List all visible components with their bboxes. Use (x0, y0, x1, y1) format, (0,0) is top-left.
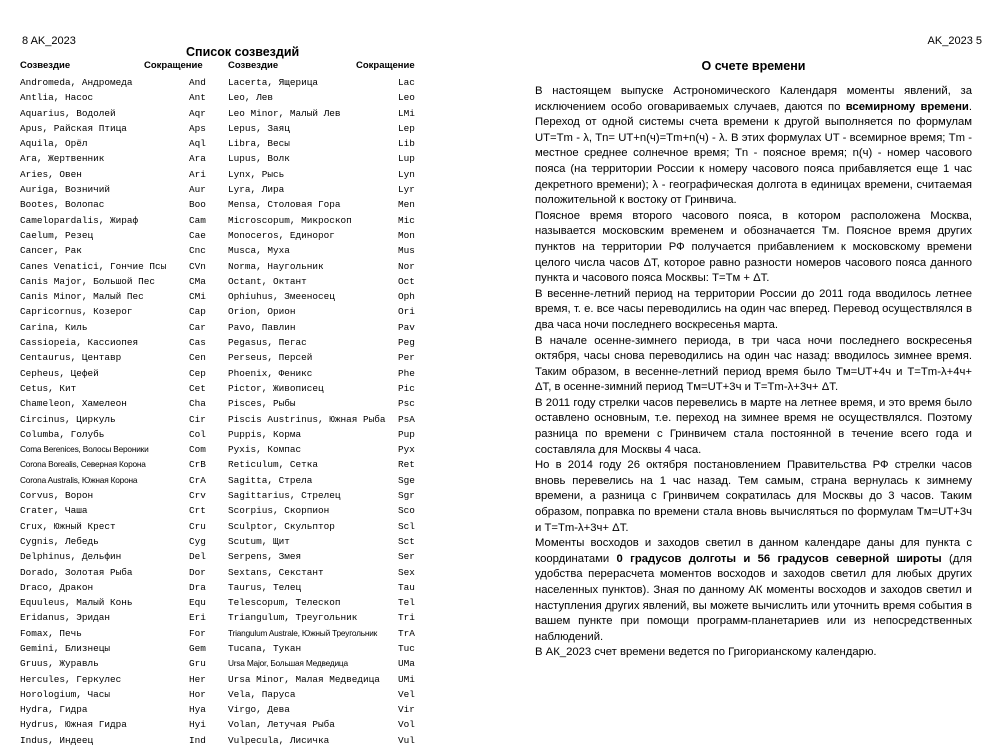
paragraph-6: Но в 2014 году 26 октября постановлением Правительства РФ стрелки часов вновь перевелись на 1 час назад. Тем самым, страна вернулась к зимнему времени, а разница с Гринвичем сократилась для Москвы до 3 часов. Таким образом, поправка по времени стала вновь вычисляться по формулам Tм=UT+3ч и T=Tm-λ+3ч+ ΔT. (535, 459, 972, 534)
constellation-abbr: Mon (398, 229, 415, 241)
constellation-name: Phoenix, Феникс (228, 367, 313, 379)
constellation-abbr: Lup (398, 153, 415, 165)
constellation-name: Ara, Жертвенник (20, 153, 105, 165)
constellation-name: Pavo, Павлин (228, 321, 296, 333)
table-row (20, 674, 430, 689)
table-row (20, 704, 430, 719)
table-row (20, 184, 430, 199)
constellation-name: Corona Borealis, Северная Корона (20, 459, 146, 470)
paragraph-3: В весенне-летний период на территории России до 2011 года вводилось летнее время, т. е. все часы переводились на один час вперед. Перевод осуществлялся в два часа ночи последнего воскресенья марта. (535, 287, 972, 331)
constellation-name: Ursa Major, Большая Медведица (228, 658, 348, 669)
constellation-abbr: Vul (398, 734, 415, 746)
constellation-abbr: Cas (189, 337, 206, 349)
constellation-abbr: Pav (398, 321, 415, 333)
right-page-header (928, 35, 982, 47)
constellation-name: Lepus, Заяц (228, 122, 290, 134)
constellation-name: Aquila, Орёл (20, 138, 88, 150)
constellation-name: Pyxis, Компас (228, 444, 302, 456)
constellation-name: Cygnis, Лебедь (20, 535, 99, 547)
constellation-name: Vela, Паруса (228, 688, 296, 700)
table-row (20, 689, 430, 704)
table-row (20, 92, 430, 107)
constellation-abbr: Sex (398, 566, 415, 578)
constellation-name: Chameleon, Хамелеон (20, 398, 127, 410)
constellation-name: Canis Minor, Малый Пес (20, 291, 144, 303)
constellation-abbr: Aqr (189, 107, 206, 119)
constellation-abbr: Equ (189, 597, 206, 609)
constellation-abbr: Tuc (398, 642, 415, 654)
constellation-name: Caelum, Резец (20, 229, 94, 241)
constellation-name: Canes Venatici, Гончие Псы (20, 260, 167, 272)
constellation-abbr: Col (189, 428, 206, 440)
paragraph-7: Моменты восходов и заходов светил в данном календаре даны для пункта с координатами 0 градусов долготы и 56 градусов северной широты (для удобства перерасчета моментов восходов и заходов светил для любых других населенных пунктов). Зная по данному АК моменты восходов и заходов светил и наступления других явлений, вы можете вычислить или уточнить время события в вашем пункте при помощи программ-планетариев или из непосредственных наблюдений. (535, 537, 973, 643)
left-page-header (22, 35, 76, 47)
column-header-name-2: Созвездие (228, 60, 279, 71)
constellation-name: Columba, Голубь (20, 428, 105, 440)
constellation-name: Sagittarius, Стрелец (228, 490, 341, 502)
constellation-abbr: Crt (189, 505, 206, 517)
constellation-abbr: CrA (189, 474, 206, 486)
constellation-abbr: Vir (398, 704, 415, 716)
constellation-abbr: Boo (189, 199, 206, 211)
table-row (20, 77, 430, 92)
constellation-name: Vulpecula, Лисичка (228, 734, 330, 746)
constellation-abbr: Hyi (189, 719, 206, 731)
paragraph-1: В настоящем выпуске Астрономического Календаря моменты явлений, за исключением особо оговариваемых случаев, даются по всемирному времени. Переход от одной системы счета времени к другой выполняется по формулам UT=Tm - λ, Tn= UT+n(ч)=Tm+n(ч) - λ. В этих формулах UT - всемирное время; Tm - местное среднее солнечное время; Tn - поясное время; n(ч) - номер часового пояса (на территории России к номеру часового пояса прибавляется еще 1 час декретного времени); λ - географическая долгота в единицах времени, считаемая положительной к востоку от Гринвича. (535, 85, 972, 207)
constellation-abbr: Cen (189, 352, 206, 364)
left-page-number: 8 (22, 35, 29, 47)
constellation-abbr: Leo (398, 92, 415, 104)
constellation-name: Apus, Райская Птица (20, 122, 127, 134)
constellation-name: Capricornus, Козерог (20, 306, 133, 318)
constellation-name: Coma Berenices, Волосы Вероники (20, 444, 149, 455)
constellation-abbr: Nor (398, 260, 415, 272)
constellation-name: Cetus, Кит (20, 382, 77, 394)
table-row (20, 658, 430, 673)
constellation-abbr: Her (189, 673, 206, 685)
table-row (20, 276, 430, 291)
constellation-abbr: CMi (189, 291, 206, 303)
constellation-abbr: Hor (189, 688, 206, 700)
constellation-name: Crux, Южный Крест (20, 520, 116, 532)
table-row (20, 628, 430, 643)
paragraph-8: В АК_2023 счет времени ведется по Григорианскому календарю. (535, 646, 877, 659)
constellation-abbr: PsA (398, 413, 415, 425)
constellation-name: Sagitta, Стрела (228, 474, 313, 486)
constellation-abbr: LMi (398, 107, 415, 119)
constellation-abbr: Gem (189, 642, 206, 654)
constellation-name: Gemini, Близнецы (20, 642, 111, 654)
table-row (20, 398, 430, 413)
constellation-name: Canis Major, Большой Пес (20, 275, 156, 287)
constellation-name: Hydrus, Южная Гидра (20, 719, 127, 731)
constellation-name: Lacerta, Ящерица (228, 77, 319, 88)
constellation-name: Ophiuhus, Змееносец (228, 291, 335, 303)
constellation-abbr: Oct (398, 275, 415, 287)
paragraph-4: В начале осенне-зимнего периода, в три часа ночи последнего воскресенья октября, часы снова переводились на один час назад: вводилось зимнее время. Таким образом, в весенне-летний период время было Tм=UT+4ч и T=Tm-λ+4ч+ ΔT, в осенне-зимний период Tм=UT+3ч и T=Tm-λ+3ч+ ΔT. (535, 334, 972, 394)
constellation-name: Indus, Индеец (20, 734, 94, 746)
constellation-abbr: Cet (189, 382, 206, 394)
constellation-abbr: Lib (398, 138, 415, 150)
constellation-rows (20, 77, 430, 750)
constellation-name: Antlia, Насос (20, 92, 94, 104)
constellation-abbr: Ara (189, 153, 206, 165)
constellation-name: Monoceros, Единорог (228, 229, 335, 241)
constellation-abbr: Oph (398, 291, 415, 303)
constellation-abbr: CrB (189, 459, 206, 471)
constellation-name: Bootes, Волопас (20, 199, 105, 211)
constellation-name: Taurus, Телец (228, 581, 302, 593)
constellation-abbr: Ant (189, 92, 206, 104)
constellation-name: Cassiopeia, Кассиопея (20, 337, 139, 349)
constellation-name: Volan, Летучая Рыба (228, 719, 335, 731)
constellation-name: Andromeda, Андромеда (20, 77, 133, 88)
table-row (20, 230, 430, 245)
table-row (20, 475, 430, 490)
constellation-abbr: CVn (189, 260, 206, 272)
table-row (20, 108, 430, 123)
table-row (20, 582, 430, 597)
constellation-abbr: Vol (398, 719, 415, 731)
constellation-name: Carina, Киль (20, 321, 88, 333)
constellation-name: Libra, Весы (228, 138, 290, 150)
constellation-abbr: Peg (398, 337, 415, 349)
constellation-abbr: Cae (189, 229, 206, 241)
constellation-name: Corvus, Ворон (20, 490, 94, 502)
constellation-name: Hercules, Геркулес (20, 673, 122, 685)
constellation-abbr: Com (189, 444, 206, 456)
table-row (20, 322, 430, 337)
constellation-abbr: Cru (189, 520, 206, 532)
constellation-name: Dorado, Золотая Рыба (20, 566, 133, 578)
constellation-abbr: UMa (398, 658, 415, 670)
constellation-abbr: Mic (398, 214, 415, 226)
constellation-abbr: Sge (398, 474, 415, 486)
table-row (20, 505, 430, 520)
constellation-abbr: Tel (398, 597, 415, 609)
constellation-name: Hydra, Гидра (20, 704, 88, 716)
constellation-abbr: Cam (189, 214, 206, 226)
constellation-abbr: Dra (189, 581, 206, 593)
constellation-name: Virgo, Дева (228, 704, 290, 716)
constellation-name: Tucana, Тукан (228, 642, 302, 654)
constellation-name: Puppis, Корма (228, 428, 302, 440)
constellation-name: Aquarius, Водолей (20, 107, 116, 119)
constellation-name: Cepheus, Цефей (20, 367, 99, 379)
constellation-abbr: Psc (398, 398, 415, 410)
constellation-abbr: Gru (189, 658, 206, 670)
constellation-name: Scutum, Щит (228, 535, 290, 547)
table-row (20, 521, 430, 536)
right-page-header-label: AK_2023 (927, 35, 973, 47)
constellation-name: Octant, Октант (228, 275, 307, 287)
constellation-name: Piscis Austrinus, Южная Рыба (228, 413, 386, 425)
column-header-abbr-1: Сокращение (144, 60, 203, 71)
table-row (20, 612, 430, 627)
table-row (20, 643, 430, 658)
constellation-abbr: Ori (398, 306, 415, 318)
constellation-abbr: Cnc (189, 245, 206, 257)
table-row (20, 429, 430, 444)
table-row (20, 245, 430, 260)
constellation-name: Leo, Лев (228, 92, 274, 104)
constellation-name: Centaurus, Центавр (20, 352, 122, 364)
constellation-abbr: Scl (398, 520, 415, 532)
constellation-name: Triangulum Australe, Южный Треугольник (228, 627, 378, 638)
constellation-name: Mensa, Столовая Гора (228, 199, 341, 211)
constellation-abbr: Aql (189, 138, 206, 150)
constellation-name: Microscopum, Микроскоп (228, 214, 352, 226)
table-row (20, 414, 430, 429)
constellation-abbr: Lac (398, 77, 415, 88)
constellation-abbr: Cir (189, 413, 206, 425)
constellation-name: Camelopardalis, Жираф (20, 214, 139, 226)
table-row (20, 567, 430, 582)
constellation-list-title: Список созвездий (186, 45, 300, 59)
constellation-name: Telescopum, Телескоп (228, 597, 341, 609)
constellation-name: Lyra, Лира (228, 184, 285, 196)
paragraph-5: В 2011 году стрелки часов перевелись в марте на летнее время, и это время было оставлено основным, т.е. переход на зимнее время не осуществлялся. Поэтому разница по времени с Гринвичем стала постоянной в течение всего года и составляла для Москвы 4 часа. (535, 396, 972, 456)
constellation-abbr: Sco (398, 505, 415, 517)
constellation-abbr: Ari (189, 168, 206, 180)
time-section-title: О счете времени (701, 59, 806, 73)
constellation-abbr: CMa (189, 275, 206, 287)
table-row (20, 444, 430, 459)
constellation-abbr: Tau (398, 581, 415, 593)
constellation-name: Auriga, Возничий (20, 184, 111, 196)
constellation-name: Horologium, Часы (20, 688, 111, 700)
constellation-name: Corona Australis, Южная Корона (20, 474, 138, 485)
column-header-abbr-2: Сокращение (356, 60, 415, 71)
constellation-name: Orion, Орион (228, 306, 296, 318)
constellation-name: Musca, Муха (228, 245, 290, 257)
constellation-abbr: Lyn (398, 168, 415, 180)
constellation-abbr: Men (398, 199, 415, 211)
table-row (20, 719, 430, 734)
table-row (20, 459, 430, 474)
constellation-name: Crater, Чаша (20, 505, 88, 517)
constellation-name: Lupus, Волк (228, 153, 290, 165)
constellation-abbr: For (189, 627, 206, 639)
constellation-abbr: Crv (189, 490, 206, 502)
paragraph-2: Поясное время второго часового пояса, в котором расположена Москва, называется московским временем и обозначается Tм. Поясное время других пунктов на территории РФ получается прибавлением к московскому времени целого числа часов ΔT, которое равно разности номеров часового пояса данного пункта и часового пояса Москвы: T=Tм + ΔT. (535, 209, 972, 285)
table-row (20, 306, 430, 321)
table-row (20, 383, 430, 398)
table-row (20, 123, 430, 138)
table-row (20, 291, 430, 306)
constellation-name: Pictor, Живописец (228, 382, 324, 394)
constellation-abbr: UMi (398, 673, 415, 685)
constellation-name: Circinus, Циркуль (20, 413, 116, 425)
constellation-name: Perseus, Персей (228, 352, 313, 364)
constellation-name: Lynx, Рысь (228, 168, 285, 180)
table-row (20, 490, 430, 505)
table-row (20, 261, 430, 276)
constellation-abbr: Cap (189, 306, 206, 318)
constellation-name: Eridanus, Эридан (20, 612, 111, 624)
constellation-abbr: Pyx (398, 444, 415, 456)
constellation-name: Ursa Minor, Малая Медведица (228, 673, 380, 685)
constellation-name: Leo Minor, Малый Лев (228, 107, 341, 119)
constellation-name: Draco, Дракон (20, 581, 94, 593)
constellation-abbr: Car (189, 321, 206, 333)
constellation-abbr: Mus (398, 245, 415, 257)
constellation-name: Pegasus, Пегас (228, 337, 307, 349)
constellation-name: Sextans, Секстант (228, 566, 324, 578)
constellation-abbr: Cyg (189, 535, 206, 547)
constellation-abbr: Lyr (398, 184, 415, 196)
table-row (20, 536, 430, 551)
constellation-abbr: Aur (189, 184, 206, 196)
constellation-name: Sculptor, Скульптор (228, 520, 335, 532)
constellation-name: Serpens, Змея (228, 551, 302, 563)
constellation-name: Delphinus, Дельфин (20, 551, 122, 563)
table-row (20, 735, 430, 750)
constellation-name: Pisces, Рыбы (228, 398, 296, 410)
constellation-abbr: Aps (189, 122, 206, 134)
constellation-abbr: Per (398, 352, 415, 364)
table-row (20, 199, 430, 214)
table-row (20, 352, 430, 367)
constellation-abbr: Ser (398, 551, 415, 563)
time-section-text (535, 84, 972, 661)
table-row (20, 169, 430, 184)
table-row (20, 138, 430, 153)
column-header-name-1: Созвездие (20, 60, 71, 71)
constellation-abbr: Cha (189, 398, 206, 410)
constellation-abbr: Ret (398, 459, 415, 471)
constellation-name: Aries, Овен (20, 168, 82, 180)
constellation-abbr: Ind (189, 734, 206, 746)
constellation-name: Reticulum, Сетка (228, 459, 319, 471)
constellation-abbr: Phe (398, 367, 415, 379)
constellation-abbr: Vel (398, 688, 415, 700)
constellation-name: Gruus, Журавль (20, 658, 99, 670)
constellation-abbr: Tri (398, 612, 415, 624)
table-row (20, 597, 430, 612)
constellation-abbr: Hya (189, 704, 206, 716)
table-row (20, 215, 430, 230)
table-row (20, 337, 430, 352)
table-row (20, 368, 430, 383)
constellation-abbr: Pup (398, 428, 415, 440)
constellation-abbr: TrA (398, 627, 415, 639)
constellation-abbr: Sct (398, 535, 415, 547)
constellation-abbr: Cep (189, 367, 206, 379)
left-page-header-label: AK_2023 (30, 35, 76, 47)
table-row (20, 153, 430, 168)
constellation-abbr: Lep (398, 122, 415, 134)
constellation-abbr: And (189, 77, 206, 88)
constellation-name: Scorpius, Скорпион (228, 505, 330, 517)
constellation-abbr: Eri (189, 612, 206, 624)
constellation-name: Equuleus, Малый Конь (20, 597, 133, 609)
constellation-name: Fomax, Печь (20, 627, 82, 639)
constellation-abbr: Pic (398, 382, 415, 394)
constellation-abbr: Dor (189, 566, 206, 578)
table-row (20, 551, 430, 566)
constellation-abbr: Sgr (398, 490, 415, 502)
constellation-name: Triangulum, Треугольник (228, 612, 358, 624)
constellation-abbr: Del (189, 551, 206, 563)
right-page-number: 5 (975, 35, 982, 47)
constellation-name: Norma, Наугольник (228, 260, 324, 272)
constellation-name: Cancer, Рак (20, 245, 82, 257)
